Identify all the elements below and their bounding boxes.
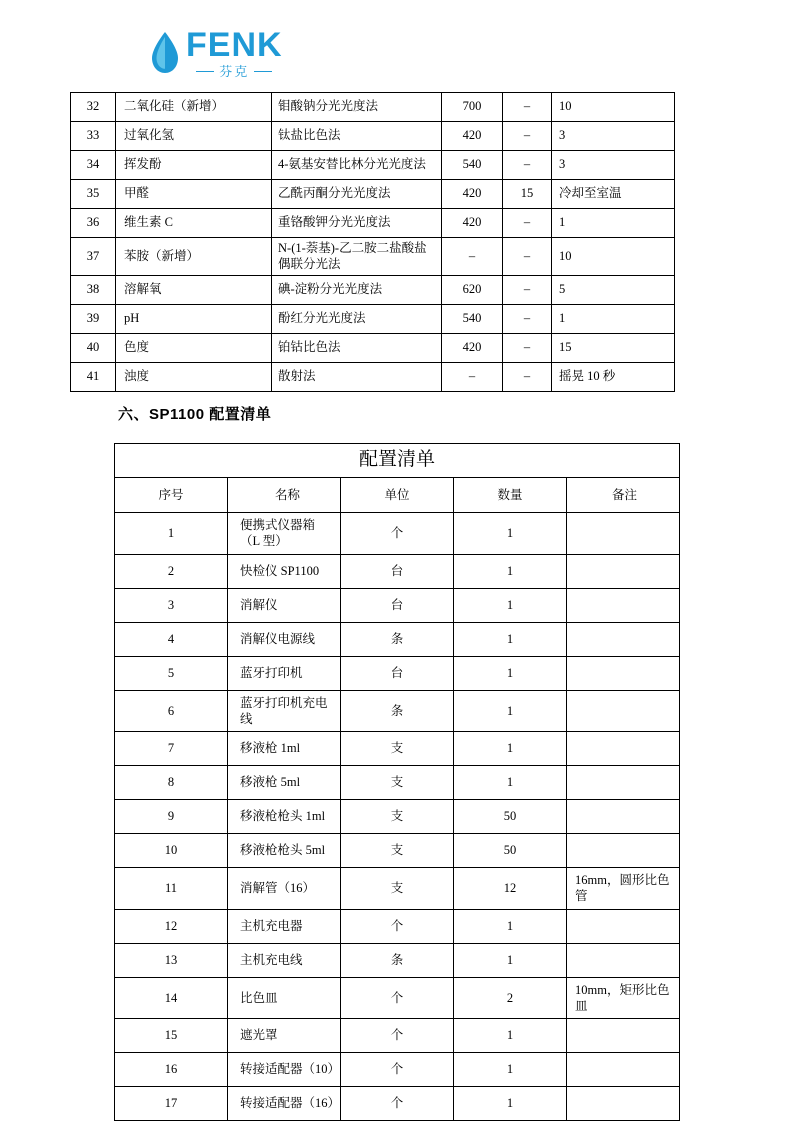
- logo-dash-right: [254, 71, 272, 72]
- cell-method: 乙酰丙酮分光光度法: [272, 180, 442, 209]
- cell-unit: 个: [341, 1087, 454, 1121]
- cell-name: 移液枪 5ml: [228, 766, 341, 800]
- cell-remark: [567, 943, 680, 977]
- cell-no: 5: [115, 656, 228, 690]
- cell-qty: 2: [454, 977, 567, 1019]
- cell-remark: [567, 1019, 680, 1053]
- cell-unit: 个: [341, 909, 454, 943]
- cell-unit: 条: [341, 943, 454, 977]
- cell-no: 36: [71, 209, 116, 238]
- cell-time: –: [503, 151, 552, 180]
- cell-wave: 420: [442, 180, 503, 209]
- config-title-row: [115, 444, 680, 478]
- cell-remark: 3: [552, 151, 675, 180]
- cell-remark: 5: [552, 276, 675, 305]
- cell-remark: [567, 1053, 680, 1087]
- cell-qty: 1: [454, 732, 567, 766]
- table-row: [115, 943, 680, 977]
- cell-qty: 1: [454, 1019, 567, 1053]
- logo-name: FENK: [186, 26, 283, 64]
- cell-remark: 15: [552, 334, 675, 363]
- cell-remark: [567, 513, 680, 555]
- cell-name: 维生素 C: [116, 209, 272, 238]
- cell-remark: 10: [552, 238, 675, 276]
- table-row: [115, 588, 680, 622]
- table-row: [71, 305, 675, 334]
- cell-name: 色度: [116, 334, 272, 363]
- cell-qty: 1: [454, 554, 567, 588]
- company-logo: [148, 22, 283, 84]
- cell-unit: 支: [341, 868, 454, 910]
- cell-name: 消解仪电源线: [228, 622, 341, 656]
- cell-qty: 1: [454, 909, 567, 943]
- methods-table: [70, 92, 675, 392]
- cell-wave: 420: [442, 209, 503, 238]
- cell-time: –: [503, 209, 552, 238]
- cell-no: 3: [115, 588, 228, 622]
- table-row: [71, 363, 675, 392]
- cell-unit: 个: [341, 1053, 454, 1087]
- cell-no: 35: [71, 180, 116, 209]
- cell-name: 快检仪 SP1100: [228, 554, 341, 588]
- table-row: [115, 554, 680, 588]
- table-row: [115, 622, 680, 656]
- header-remark: 备注: [567, 478, 680, 513]
- cell-no: 37: [71, 238, 116, 276]
- cell-no: 2: [115, 554, 228, 588]
- header-no: 序号: [115, 478, 228, 513]
- logo-subtitle: [191, 65, 277, 78]
- cell-name: 蓝牙打印机充电线: [228, 690, 341, 732]
- table-row: [115, 690, 680, 732]
- cell-remark: 摇晃 10 秒: [552, 363, 675, 392]
- cell-name: 移液枪枪头 5ml: [228, 834, 341, 868]
- logo-text: [186, 28, 283, 78]
- cell-method: 4-氨基安替比林分光光度法: [272, 151, 442, 180]
- configuration-list-table: [114, 443, 680, 1121]
- cell-qty: 1: [454, 1087, 567, 1121]
- cell-time: –: [503, 334, 552, 363]
- cell-wave: 540: [442, 151, 503, 180]
- cell-name: 转接适配器（10）: [228, 1053, 341, 1087]
- cell-wave: –: [442, 238, 503, 276]
- cell-method: 铂钴比色法: [272, 334, 442, 363]
- cell-unit: 台: [341, 588, 454, 622]
- cell-no: 17: [115, 1087, 228, 1121]
- cell-time: –: [503, 93, 552, 122]
- table-row: [115, 732, 680, 766]
- methods-table-body: [71, 93, 675, 392]
- cell-unit: 个: [341, 1019, 454, 1053]
- cell-no: 7: [115, 732, 228, 766]
- header-name: 名称: [228, 478, 341, 513]
- cell-remark: [567, 800, 680, 834]
- cell-time: –: [503, 305, 552, 334]
- cell-no: 8: [115, 766, 228, 800]
- header-qty: 数量: [454, 478, 567, 513]
- cell-qty: 1: [454, 943, 567, 977]
- cell-no: 4: [115, 622, 228, 656]
- cell-unit: 个: [341, 977, 454, 1019]
- cell-no: 16: [115, 1053, 228, 1087]
- table-row: [115, 1087, 680, 1121]
- cell-remark: 冷却至室温: [552, 180, 675, 209]
- cell-name: 消解仪: [228, 588, 341, 622]
- cell-remark: 16mm，圆形比色管: [567, 868, 680, 910]
- cell-name: 便携式仪器箱（L 型）: [228, 513, 341, 555]
- table-row: [115, 977, 680, 1019]
- cell-time: –: [503, 276, 552, 305]
- cell-name: 消解管（16）: [228, 868, 341, 910]
- configuration-table-body: [115, 444, 680, 1121]
- config-title: 配置清单: [115, 444, 680, 478]
- table-row: [71, 238, 675, 276]
- cell-wave: 420: [442, 122, 503, 151]
- table-row: [71, 122, 675, 151]
- cell-name: 二氧化硅（新增）: [116, 93, 272, 122]
- table-row: [71, 334, 675, 363]
- table-row: [71, 180, 675, 209]
- cell-method: 重铬酸钾分光光度法: [272, 209, 442, 238]
- cell-no: 12: [115, 909, 228, 943]
- section-heading: 六、SP1100 配置清单: [118, 406, 272, 423]
- cell-no: 40: [71, 334, 116, 363]
- cell-unit: 条: [341, 690, 454, 732]
- cell-qty: 1: [454, 588, 567, 622]
- table-row: [115, 1019, 680, 1053]
- cell-no: 11: [115, 868, 228, 910]
- cell-name: 比色皿: [228, 977, 341, 1019]
- cell-remark: [567, 1087, 680, 1121]
- cell-unit: 条: [341, 622, 454, 656]
- cell-unit: 支: [341, 732, 454, 766]
- cell-unit: 支: [341, 766, 454, 800]
- cell-method: N-(1-萘基)-乙二胺二盐酸盐偶联分光法: [272, 238, 442, 276]
- table-row: [115, 1053, 680, 1087]
- cell-wave: 620: [442, 276, 503, 305]
- cell-remark: 1: [552, 209, 675, 238]
- cell-remark: [567, 690, 680, 732]
- cell-wave: 540: [442, 305, 503, 334]
- cell-remark: 10mm，矩形比色皿: [567, 977, 680, 1019]
- cell-wave: –: [442, 363, 503, 392]
- cell-qty: 1: [454, 622, 567, 656]
- cell-name: 蓝牙打印机: [228, 656, 341, 690]
- table-row: [115, 868, 680, 910]
- table-row: [71, 276, 675, 305]
- cell-no: 13: [115, 943, 228, 977]
- cell-no: 39: [71, 305, 116, 334]
- cell-method: 钼酸钠分光光度法: [272, 93, 442, 122]
- cell-no: 34: [71, 151, 116, 180]
- cell-remark: [567, 766, 680, 800]
- cell-qty: 1: [454, 766, 567, 800]
- table-row: [71, 93, 675, 122]
- table-row: [115, 513, 680, 555]
- cell-name: 过氧化氢: [116, 122, 272, 151]
- cell-time: –: [503, 122, 552, 151]
- cell-name: 溶解氧: [116, 276, 272, 305]
- cell-remark: [567, 622, 680, 656]
- cell-no: 9: [115, 800, 228, 834]
- cell-remark: [567, 656, 680, 690]
- cell-remark: 1: [552, 305, 675, 334]
- cell-name: 转接适配器（16）: [228, 1087, 341, 1121]
- cell-time: 15: [503, 180, 552, 209]
- cell-qty: 50: [454, 800, 567, 834]
- cell-time: –: [503, 238, 552, 276]
- cell-method: 碘-淀粉分光光度法: [272, 276, 442, 305]
- cell-method: 酚红分光光度法: [272, 305, 442, 334]
- cell-unit: 支: [341, 800, 454, 834]
- table-row: [115, 766, 680, 800]
- cell-remark: [567, 909, 680, 943]
- cell-remark: 3: [552, 122, 675, 151]
- cell-name: 浊度: [116, 363, 272, 392]
- cell-no: 6: [115, 690, 228, 732]
- water-drop-icon: [148, 31, 182, 75]
- cell-no: 15: [115, 1019, 228, 1053]
- cell-name: 移液枪枪头 1ml: [228, 800, 341, 834]
- logo-subtitle-text: 芬克: [219, 64, 250, 79]
- config-header-row: [115, 478, 680, 513]
- table-row: [115, 800, 680, 834]
- cell-wave: 420: [442, 334, 503, 363]
- table-row: [71, 151, 675, 180]
- table-row: [115, 656, 680, 690]
- cell-no: 38: [71, 276, 116, 305]
- cell-remark: 10: [552, 93, 675, 122]
- header-unit: 单位: [341, 478, 454, 513]
- cell-qty: 50: [454, 834, 567, 868]
- table-row: [115, 834, 680, 868]
- cell-time: –: [503, 363, 552, 392]
- cell-method: 散射法: [272, 363, 442, 392]
- cell-qty: 12: [454, 868, 567, 910]
- cell-method: 钛盐比色法: [272, 122, 442, 151]
- cell-no: 1: [115, 513, 228, 555]
- cell-unit: 台: [341, 656, 454, 690]
- cell-remark: [567, 588, 680, 622]
- cell-remark: [567, 732, 680, 766]
- cell-no: 10: [115, 834, 228, 868]
- cell-qty: 1: [454, 656, 567, 690]
- cell-no: 14: [115, 977, 228, 1019]
- cell-name: 移液枪 1ml: [228, 732, 341, 766]
- logo-dash-left: [196, 71, 214, 72]
- cell-qty: 1: [454, 513, 567, 555]
- cell-name: 挥发酚: [116, 151, 272, 180]
- cell-name: pH: [116, 305, 272, 334]
- cell-wave: 700: [442, 93, 503, 122]
- cell-no: 41: [71, 363, 116, 392]
- cell-unit: 个: [341, 513, 454, 555]
- cell-remark: [567, 834, 680, 868]
- table-row: [115, 909, 680, 943]
- cell-name: 主机充电线: [228, 943, 341, 977]
- cell-no: 32: [71, 93, 116, 122]
- cell-unit: 支: [341, 834, 454, 868]
- cell-name: 遮光罩: [228, 1019, 341, 1053]
- table-row: [71, 209, 675, 238]
- cell-remark: [567, 554, 680, 588]
- cell-qty: 1: [454, 690, 567, 732]
- cell-name: 甲醛: [116, 180, 272, 209]
- cell-name: 主机充电器: [228, 909, 341, 943]
- cell-no: 33: [71, 122, 116, 151]
- cell-name: 苯胺（新增）: [116, 238, 272, 276]
- cell-unit: 台: [341, 554, 454, 588]
- cell-qty: 1: [454, 1053, 567, 1087]
